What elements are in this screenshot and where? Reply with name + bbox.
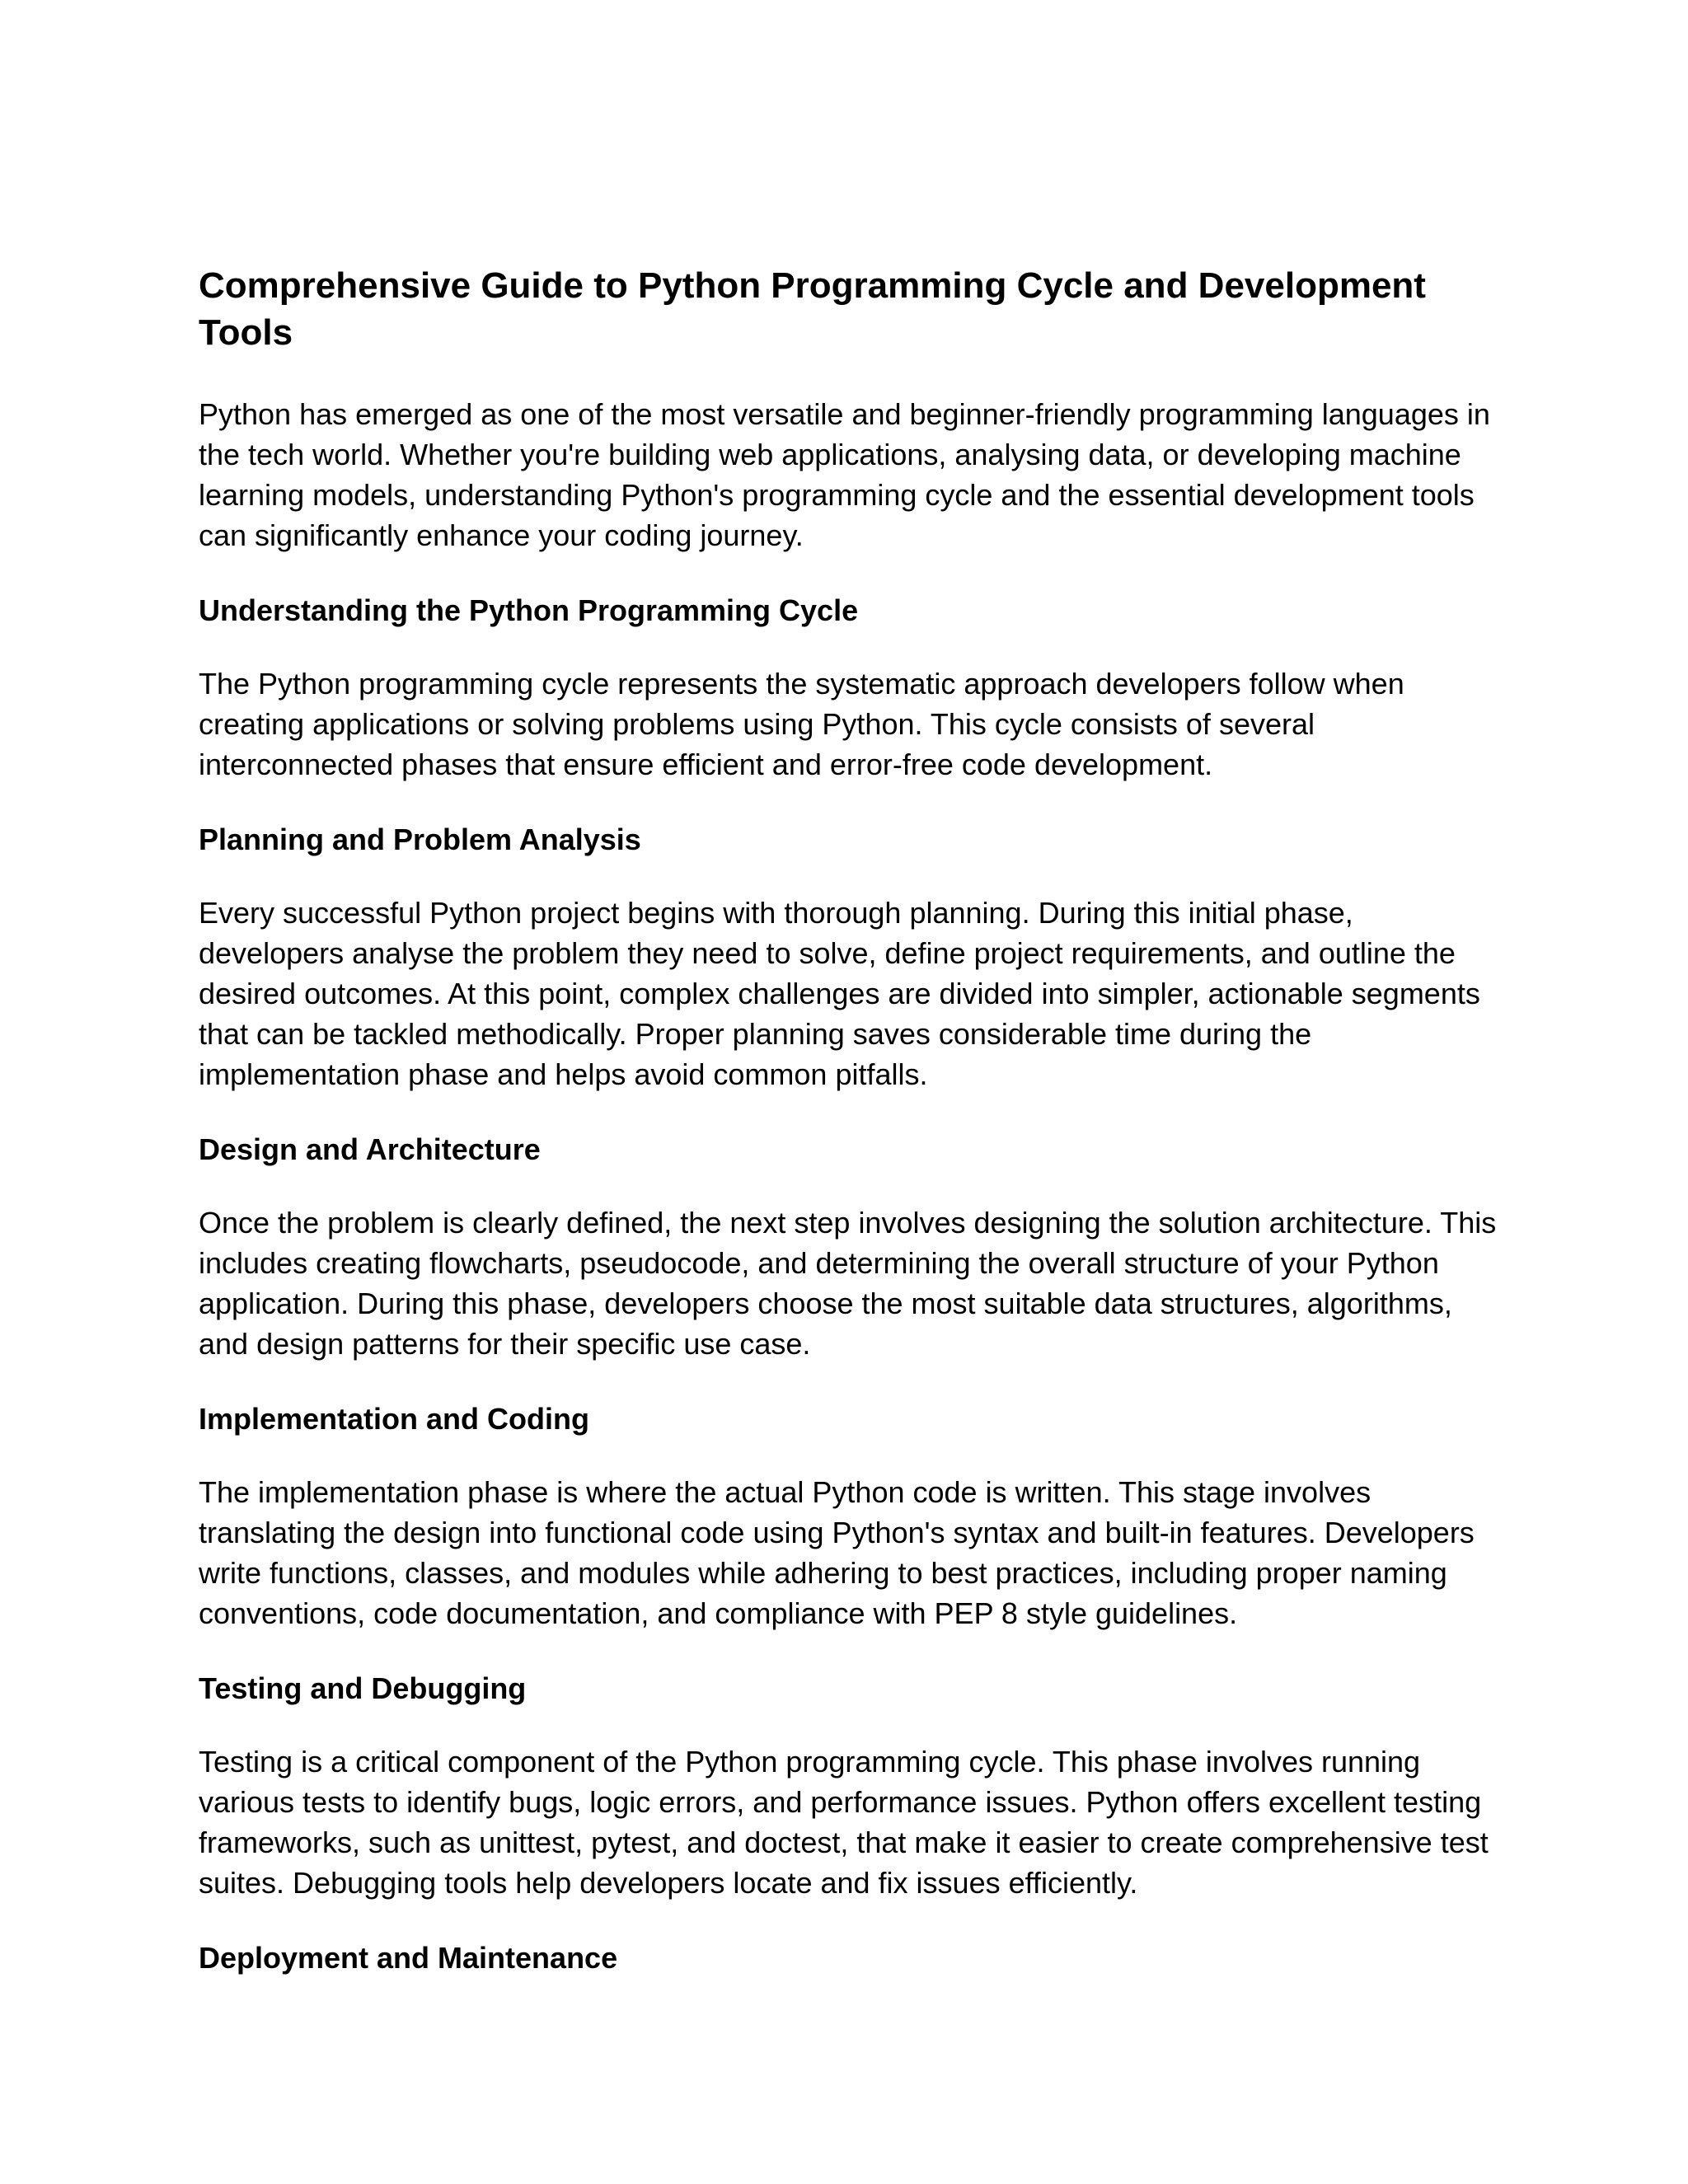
paragraph-design: Once the problem is clearly defined, the next step involves designing the solution architecture. This includes creating flowcharts, pseudocode, and determining the overall structure of your Python application. During this phase, developers choose the most suitable data structures, algorithms, and design patterns for their specific use case.	[199, 1206, 1497, 1361]
paragraph-understanding-cycle: The Python programming cycle represents the systematic approach developers follow when creating applications or solving problems using Python. This cycle consists of several interconnected phases that ensure efficient and error-free code development.	[199, 667, 1404, 781]
document-page	[199, 262, 1501, 2011]
heading-understanding-cycle: Understanding the Python Programming Cycle	[199, 593, 859, 627]
document-title: Comprehensive Guide to Python Programming Cycle and Development Tools	[199, 265, 1426, 353]
heading-deployment: Deployment and Maintenance	[199, 1941, 618, 1975]
heading-design: Design and Architecture	[199, 1132, 541, 1166]
paragraph-implementation: The implementation phase is where the actual Python code is written. This stage involves translating the design into functional code using Python's syntax and built-in features. Developers write functions, classes, and modules while adhering to best practices, including proper naming conventions, code documentation, and compliance with PEP 8 style guidelines.	[199, 1475, 1475, 1630]
heading-testing: Testing and Debugging	[199, 1671, 527, 1705]
heading-implementation: Implementation and Coding	[199, 1402, 589, 1436]
paragraph-testing: Testing is a critical component of the Python programming cycle. This phase involves running various tests to identify bugs, logic errors, and performance issues. Python offers excellent testing frameworks, such as unittest, pytest, and doctest, that make it easier to create comprehensive test suites. Debugging tools help developers locate and fix issues efficiently.	[199, 1745, 1489, 1900]
paragraph-planning: Every successful Python project begins with thorough planning. During this initial phase, developers analyse the problem they need to solve, define project requirements, and outline the desired outcomes. At this point, complex challenges are divided into simpler, actionable segments that can be tackled methodically. Proper planning saves considerable time during the implementation phase and helps avoid common pitfalls.	[199, 896, 1480, 1091]
heading-planning: Planning and Problem Analysis	[199, 823, 641, 856]
intro-paragraph: Python has emerged as one of the most versatile and beginner-friendly programming languages in the tech world. Whether you're building web applications, analysing data, or developing machine learning models, understanding Python's programming cycle and the essential development tools can significantly enhance your coding journey.	[199, 397, 1490, 552]
